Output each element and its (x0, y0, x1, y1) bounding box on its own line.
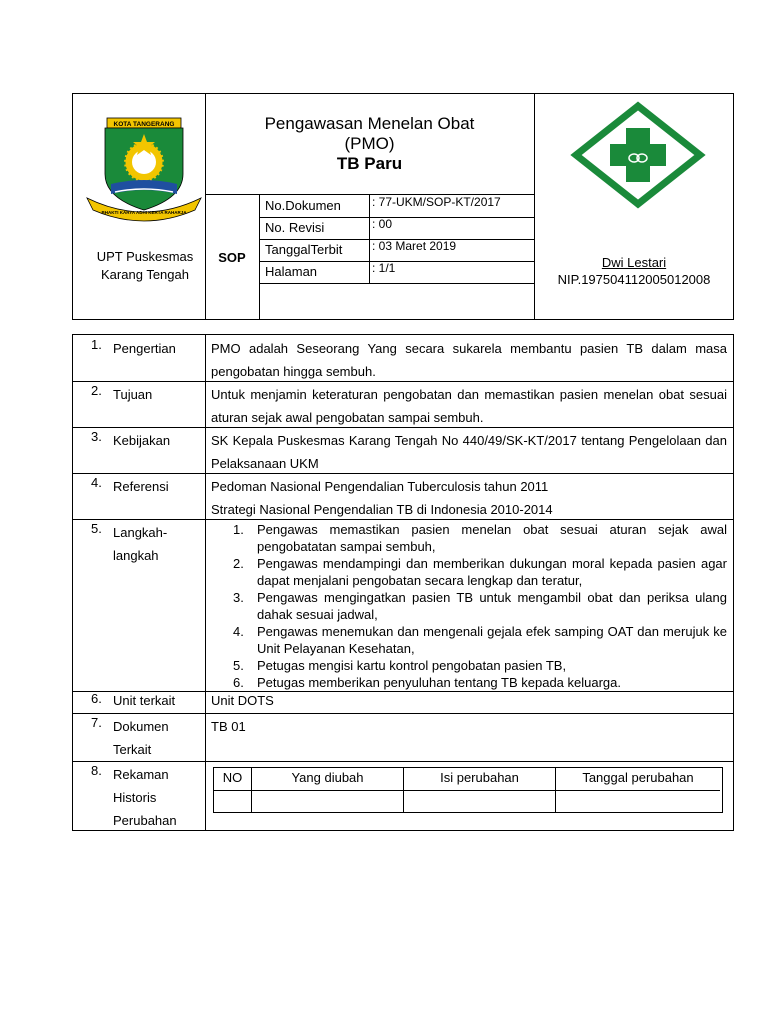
field-value: : 77-UKM/SOP-KT/2017 (372, 195, 501, 209)
section-label: Tujuan (113, 387, 153, 402)
label-line: Historis (113, 790, 157, 805)
field-label: TanggalTerbit (265, 242, 343, 257)
field-no-revisi (259, 217, 534, 240)
label-line: Terkait (113, 742, 152, 757)
list-item: 3. Pengawas mengingatkan pasien TB untuk mengambil obat dan periksa ulang dahak sesuai jadwal, (233, 590, 727, 622)
steps-list (211, 521, 727, 691)
section-number: 6. (91, 691, 102, 706)
institution-line2: Karang Tengah (101, 267, 189, 282)
label-line: Langkah- (113, 525, 168, 540)
list-item: 6. Petugas memberikan penyuluhan tentang TB kepada keluarga. (233, 675, 622, 690)
sop-label: SOP (205, 195, 260, 319)
section-dokumen-terkait (73, 713, 733, 762)
section-unit-terkait (73, 691, 733, 714)
signatory-nip: NIP.197504112005012008 (557, 272, 711, 287)
list-item: 2. Pengawas mendampingi dan memberikan dukungan moral kepada pasien agar dapat menjalani pengobatan secara lengkap dan teratur, (233, 556, 727, 588)
list-item: 4. Pengawas menemukan dan mengenali gejala efek samping OAT dan merujuk ke Unit Pelayanan Kesehatan, (233, 624, 727, 656)
field-tanggal-terbit (259, 239, 534, 262)
section-number: 1. (91, 337, 102, 352)
section-label: Unit terkait (113, 693, 176, 708)
logo-banner-text: KOTA TANGERANG (113, 121, 175, 128)
kota-tangerang-logo-icon (85, 114, 203, 226)
title-cell (205, 94, 535, 319)
field-label: No. Revisi (265, 220, 325, 235)
section-number: 5. (91, 521, 102, 536)
history-header: Yang diubah (252, 768, 404, 790)
institution-name (85, 248, 205, 284)
title-line1: Pengawasan Menelan Obat (264, 114, 475, 133)
history-header: Isi perubahan (404, 768, 556, 790)
field-halaman (259, 261, 534, 284)
field-no-dokumen (259, 195, 534, 218)
section-value: SK Kepala Puskesmas Karang Tengah No 440/49/SK-KT/2017 tentang Pengelolaan dan Pelaksanaan UKM (211, 433, 727, 471)
section-value (211, 475, 727, 521)
history-header: NO (214, 768, 252, 790)
label-line: Dokumen (113, 719, 169, 734)
logo-cell (73, 94, 206, 319)
section-label (113, 763, 177, 832)
section-langkah (73, 519, 733, 692)
section-label: Kebijakan (113, 433, 171, 448)
reference-line: Strategi Nasional Pengendalian TB di Indonesia 2010-2014 (211, 502, 553, 517)
label-line: Perubahan (113, 813, 177, 828)
history-empty-row (214, 790, 720, 813)
history-table (213, 767, 723, 813)
section-number: 3. (91, 429, 102, 444)
list-item: 1. Pengawas memastikan pasien menelan obat sesuai aturan sejak awal pengobatatan sampai sembuh, (233, 522, 727, 554)
signature-cell (534, 94, 734, 319)
field-value: : 1/1 (372, 261, 396, 275)
title-line3: TB Paru (336, 154, 403, 173)
section-rekaman-historis (73, 761, 733, 831)
history-header: Tanggal perubahan (582, 770, 694, 785)
reference-line: Pedoman Nasional Pengendalian Tuberculosis tahun 2011 (211, 479, 549, 494)
section-label: Referensi (113, 479, 169, 494)
page-title (205, 114, 534, 174)
section-value: Untuk menjamin keteraturan pengobatan dan memastikan pasien menelan obat sesuai aturan sejak awal pengobatan sampai sembuh. (211, 387, 727, 425)
section-label (113, 521, 167, 567)
sop-info-grid (205, 194, 534, 320)
section-label: Pengertian (113, 341, 176, 356)
section-pengertian (73, 335, 733, 382)
field-label: Halaman (265, 264, 318, 279)
sop-header (72, 93, 734, 320)
puskesmas-cross-logo-icon (570, 100, 706, 210)
section-value: Unit DOTS (211, 693, 274, 708)
label-line: langkah (113, 548, 159, 563)
field-label: No.Dokumen (265, 198, 341, 213)
section-value: PMO adalah Seseorang Yang secara sukarela membantu pasien TB dalam masa pengobatan hingga sembuh. (211, 341, 727, 379)
logo-motto-text: BHAKTI KARYA ADHI KERTA RAHARJA (101, 210, 187, 215)
sop-content-table (72, 334, 734, 831)
label-line: Rekaman (113, 767, 169, 782)
section-tujuan (73, 381, 733, 428)
institution-line1: UPT Puskesmas (96, 249, 194, 264)
section-number: 2. (91, 383, 102, 398)
section-kebijakan (73, 427, 733, 474)
field-value: : 03 Maret 2019 (372, 239, 457, 253)
field-value: : 00 (372, 217, 393, 231)
list-item: 5. Petugas mengisi kartu kontrol pengobatan pasien TB, (233, 658, 567, 673)
section-value: TB 01 (211, 719, 246, 734)
section-label (113, 715, 169, 761)
title-line2: (PMO) (344, 134, 395, 153)
signatory-name: Dwi Lestari (601, 255, 667, 270)
section-number: 8. (91, 763, 102, 778)
section-number: 4. (91, 475, 102, 490)
section-referensi (73, 473, 733, 520)
section-number: 7. (91, 715, 102, 730)
